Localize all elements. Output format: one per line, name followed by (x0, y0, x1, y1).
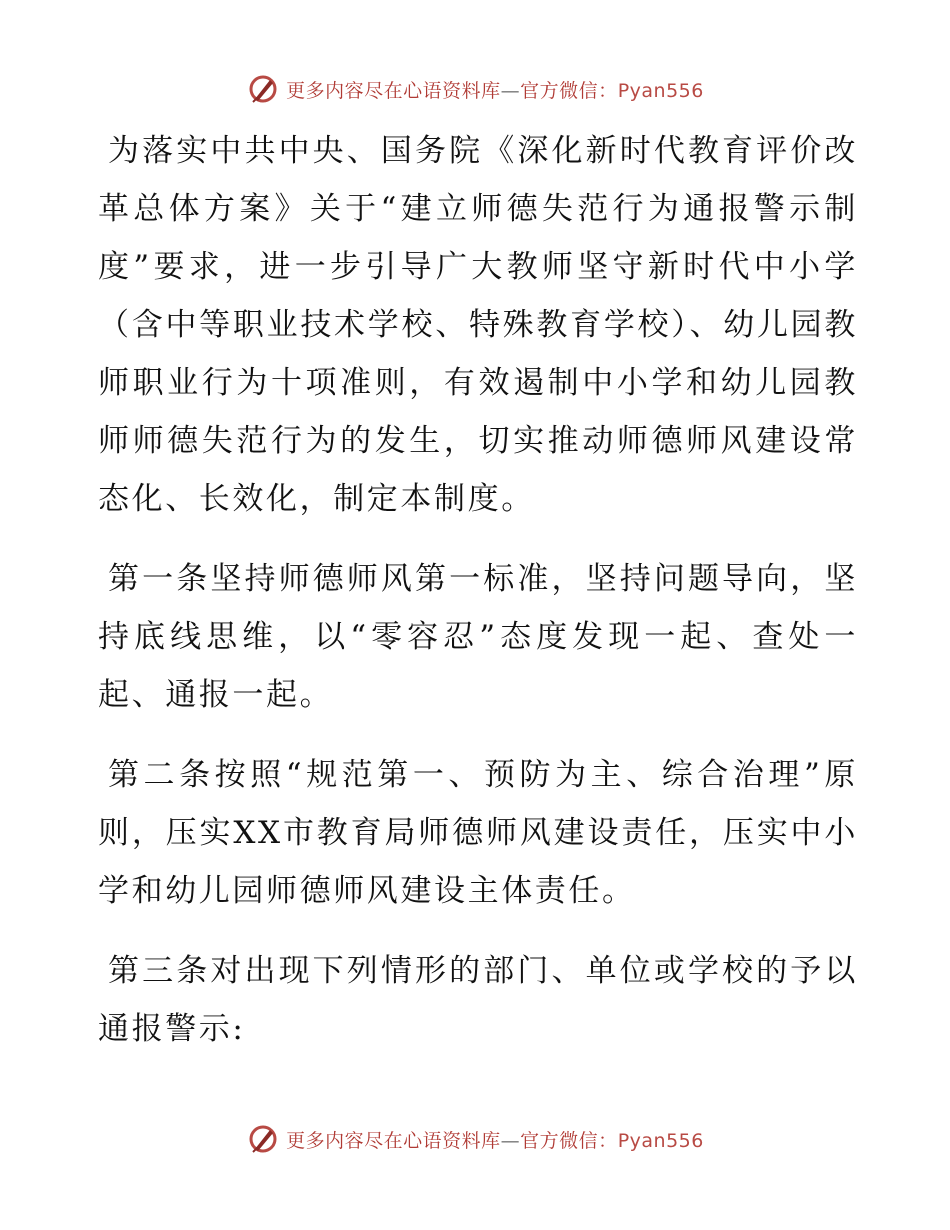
watermark-text (286, 1126, 704, 1153)
paragraph-intro: 为落实中共中央、国务院《深化新时代教育评价改革总体方案》关于“建立师德失范行为通报警示制度”要求，进一步引导广大教师坚守新时代中小学（含中等职业技术学校、特殊教育学校）、幼儿园教师职业行为十项准则，有效遏制中小学和幼儿园教师师德失范行为的发生，切实推动师德师风建设常态化、长效化，制定本制度。 (98, 133, 858, 517)
watermark-separator: — (500, 79, 521, 102)
quill-circle-icon (246, 72, 280, 106)
watermark-text (286, 76, 704, 103)
quill-circle-icon (246, 1122, 280, 1156)
paragraph-article-1: 第一条坚持师德师风第一标准，坚持问题导向，坚持底线思维，以“零容忍”态度发现一起、查处一起、通报一起。 (98, 561, 858, 713)
watermark-label: 官方微信： (520, 1129, 618, 1152)
paragraph-article-2: 第二条按照“规范第一、预防为主、综合治理”原则，压实XX市教育局师德师风建设责任，压实中小学和幼儿园师德师风建设主体责任。 (98, 757, 858, 909)
watermark-brand: 更多内容尽在心语资料库 (286, 1129, 501, 1152)
watermark-id: Pyan556 (617, 1129, 704, 1152)
watermark-brand: 更多内容尽在心语资料库 (286, 79, 501, 102)
paragraph-article-3: 第三条对出现下列情形的部门、单位或学校的予以通报警示: (98, 953, 858, 1047)
document-body (98, 122, 858, 1080)
watermark-separator: — (500, 1129, 521, 1152)
watermark-id: Pyan556 (617, 79, 704, 102)
footer-watermark (0, 1122, 950, 1156)
watermark-label: 官方微信： (520, 79, 618, 102)
header-watermark (0, 72, 950, 106)
